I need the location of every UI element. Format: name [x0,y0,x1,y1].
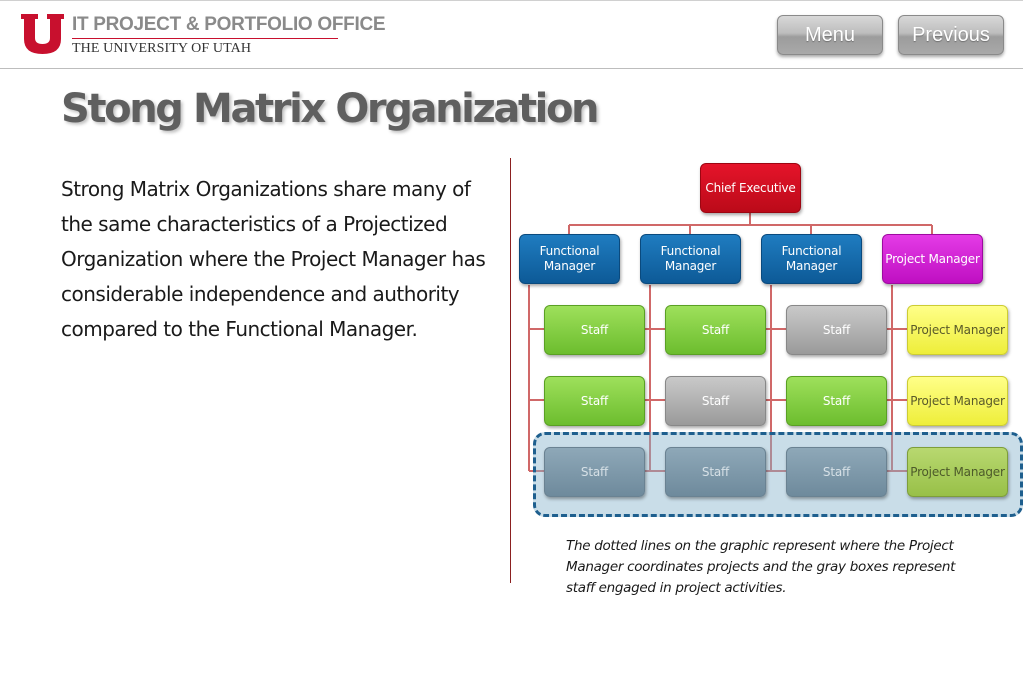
office-title: IT PROJECT & PORTFOLIO OFFICE [72,14,386,35]
staff-box: Staff [786,447,887,497]
staff-box: Staff [665,447,766,497]
functional-manager-box: Functional Manager [761,234,862,284]
project-manager-box: Project Manager [907,447,1008,497]
university-name: THE UNIVERSITY OF UTAH [72,41,252,56]
project-manager-box: Project Manager [882,234,983,284]
chief-executive-box: Chief Executive [700,163,801,213]
previous-button[interactable]: Previous [898,15,1004,55]
staff-box: Staff [544,305,645,355]
functional-manager-box: Functional Manager [640,234,741,284]
project-manager-box: Project Manager [907,376,1008,426]
vertical-divider [510,158,511,583]
diagram-caption: The dotted lines on the graphic represent where the Project Manager coordinates projects and the gray boxes represent staff engaged in project activities. [566,538,956,596]
title-divider [72,38,338,39]
header-bar [0,0,1023,69]
functional-manager-box: Functional Manager [519,234,620,284]
staff-box: Staff [665,305,766,355]
staff-box: Staff [665,376,766,426]
slide-title: Stong Matrix Organization [61,86,598,132]
slide-body-text: Strong Matrix Organizations share many of the same characteristics of a Projectized Organization where the Project Manager has considerable independence and authority compared to the Functional Manager. [61,177,486,341]
menu-button[interactable]: Menu [777,15,883,55]
university-of-utah-u-logo[interactable] [21,14,64,54]
org-chart-diagram [512,155,1023,525]
staff-box: Staff [786,305,887,355]
staff-box: Staff [544,447,645,497]
staff-box: Staff [544,376,645,426]
project-manager-box: Project Manager [907,305,1008,355]
staff-box: Staff [786,376,887,426]
